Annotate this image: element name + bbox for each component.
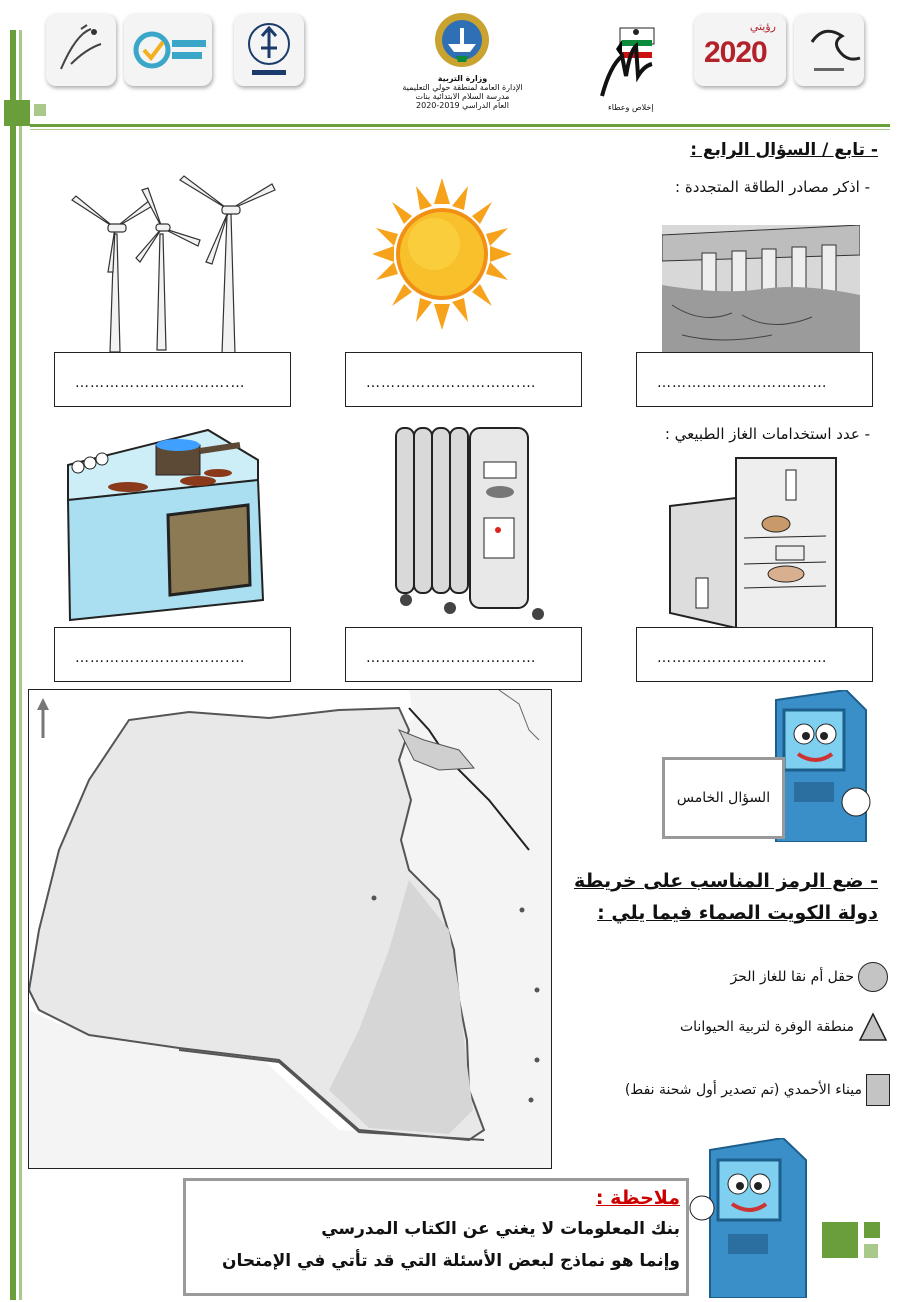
- question5-title-line2: دولة الكويت الصماء فيما يلي :: [597, 902, 878, 924]
- left-border-bar: [10, 30, 16, 1300]
- answer-box-fridge[interactable]: [636, 627, 873, 682]
- header-rule: [30, 124, 890, 127]
- answer-blank: ………………………….…: [75, 650, 246, 666]
- legend-row-triangle: [680, 1012, 888, 1042]
- answer-blank: ………………………….…: [657, 650, 828, 666]
- kuwait-blank-map[interactable]: [28, 689, 552, 1169]
- answer-blank: ………………………….…: [366, 650, 537, 666]
- dam-image: [662, 225, 860, 353]
- fridge-image: [666, 448, 846, 628]
- square-symbol-icon: [866, 1074, 890, 1106]
- gas-uses-prompt: - عدد استخدامات الغاز الطبيعي :: [664, 425, 870, 443]
- answer-blank: ………………………….…: [366, 375, 537, 391]
- header-text-block: [395, 74, 530, 110]
- logo-left-1: [46, 14, 116, 86]
- logo-right-circle: [794, 14, 864, 86]
- ministry-name: وزارة التربية: [437, 74, 488, 83]
- corner-square-bottom: [822, 1222, 858, 1258]
- atm-character-image-bottom: [688, 1138, 810, 1298]
- legend-text-wafra: منطقة الوفرة لتربية الحيوانات: [679, 1019, 854, 1035]
- legend-row-square: [625, 1074, 890, 1106]
- answer-box-sun[interactable]: [345, 352, 582, 407]
- corner-square-small: [34, 104, 46, 116]
- renewable-prompt: - اذكر مصادر الطاقة المتجددة :: [675, 178, 870, 196]
- note-line2: وإنما هو نماذج لبعض الأسئلة التي قد تأتي في الإمتحان: [222, 1251, 680, 1271]
- logo-kuwait-towers: [592, 6, 670, 114]
- vision-label: رؤيتي: [749, 20, 776, 33]
- answer-box-heater[interactable]: [345, 627, 582, 682]
- vision-year: 2020: [704, 36, 767, 69]
- note-heading: ملاحظة :: [595, 1187, 680, 1209]
- answer-box-stove[interactable]: [54, 627, 291, 682]
- triangle-symbol-icon: [858, 1012, 888, 1042]
- left-border-bar-light: [19, 30, 22, 1300]
- answer-blank: ………………………….…: [657, 375, 828, 391]
- answer-blank: ………………………….…: [75, 375, 246, 391]
- ministry-emblem: [432, 10, 492, 72]
- note-line1: بنك المعلومات لا يغني عن الكتاب المدرسي: [321, 1219, 680, 1239]
- corner-square: [4, 100, 30, 126]
- stove-image: [58, 425, 268, 625]
- header-rule-thin: [30, 129, 890, 130]
- corner-square-bottom-light: [864, 1244, 878, 1258]
- question5-label-box: [662, 757, 785, 839]
- school-year: العام الدراسي 2019-2020: [416, 101, 509, 110]
- oil-heater-image: [390, 418, 550, 624]
- logo-takatof: [234, 14, 304, 86]
- wind-turbines-image: [62, 172, 282, 354]
- sun-image: [372, 176, 512, 331]
- note-box: [183, 1178, 689, 1296]
- answer-box-wind[interactable]: [54, 352, 291, 407]
- legend-text-gas-field: حقل أم نقا للغاز الحرَ: [730, 969, 854, 985]
- logo-school-effective: [124, 14, 212, 86]
- logo-vision-2020: [694, 14, 786, 86]
- school-name: مدرسة السلام الابتدائية بنات: [415, 92, 510, 101]
- answer-box-dam[interactable]: [636, 352, 873, 407]
- question4-title: - تابع / السؤال الرابع :: [690, 140, 878, 160]
- logo-tagline: إخلاص وعطاء: [608, 103, 654, 112]
- legend-text-ahmadi-port: ميناء الأحمدي (تم تصدير أول شحنة نفط): [624, 1082, 862, 1098]
- corner-square-bottom-small: [864, 1222, 880, 1238]
- question5-label: السؤال الخامس: [676, 790, 771, 806]
- circle-symbol-icon: [858, 962, 888, 992]
- directorate-name: الإدارة العامة لمنطقة حولي التعليمية: [402, 83, 523, 92]
- legend-row-circle: [730, 962, 888, 992]
- question5-title-line1: - ضع الرمز المناسب على خريطة: [573, 870, 878, 892]
